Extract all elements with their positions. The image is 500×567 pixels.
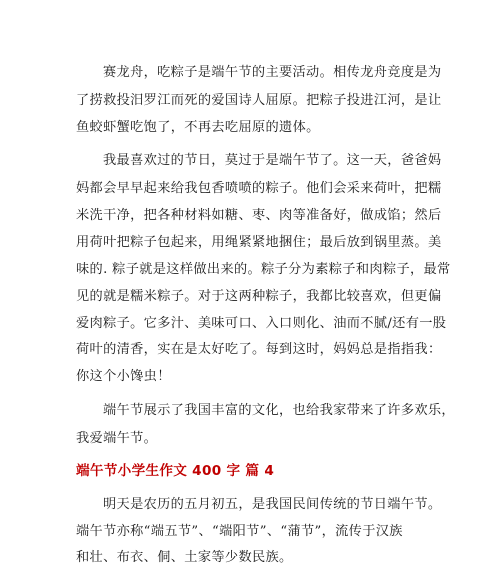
paragraph-1-line-1: 赛龙舟，吃粽子是端午节的主要活动。相传龙舟竞度是为 — [103, 65, 442, 80]
paragraph-2-line-1: 我最喜欢过的节日，莫过于是端午节了。这一天，爸爸妈 — [103, 153, 442, 168]
paragraph-2-line-9: 你这个小馋虫！ — [76, 369, 171, 384]
paragraph-4-line-1: 明天是农历的五月初五，是我国民间传统的节日端午节。 — [103, 497, 442, 512]
section-heading: 端午节小学生作文 400 字 篇 4 — [76, 463, 275, 479]
paragraph-3-line-1: 端午节展示了我国丰富的文化，也给我家带来了许多欢乐， — [103, 403, 455, 418]
paragraph-1-line-3: 鱼蛟虾蟹吃饱了，不再去吃屈原的遗体。 — [76, 120, 320, 135]
paragraph-4-line-3: 和壮、布衣、侗、土家等少数民族。 — [76, 550, 293, 565]
paragraph-2-line-3: 米洗干净，把各种材料如糖、枣、肉等准备好，做成馅；然后 — [76, 208, 442, 223]
paragraph-2-line-4: 用荷叶把粽子包起来，用绳紧紧地捆住；最后放到锅里蒸。美 — [76, 235, 442, 250]
paragraph-3-line-2: 我爱端午节。 — [76, 431, 158, 446]
paragraph-2-line-6: 见的就是糯米粽子。对于这两种粽子，我都比较喜欢，但更偏 — [76, 289, 442, 304]
paragraph-2-line-8: 荷叶的清香，实在是太好吃了。每到这时，妈妈总是指指我： — [76, 342, 442, 357]
paragraph-2-line-5: 味的. 粽子就是这样做出来的。粽子分为素粽子和肉粽子，最常 — [76, 262, 451, 277]
paragraph-4-line-2: 端午节亦称“端五节”、“端阳节”、“蒲节”，流传于汉族 — [76, 524, 403, 539]
paragraph-2-line-7: 爱肉粽子。它多汁、美味可口、入口则化、油而不腻/还有一股 — [76, 316, 447, 331]
paragraph-2-line-2: 妈都会早早起来给我包香喷喷的粽子。他们会采来荷叶，把糯 — [76, 181, 442, 196]
paragraph-1-line-2: 了捞救投汨罗江而死的爱国诗人屈原。把粽子投进江河，是让 — [76, 93, 442, 108]
